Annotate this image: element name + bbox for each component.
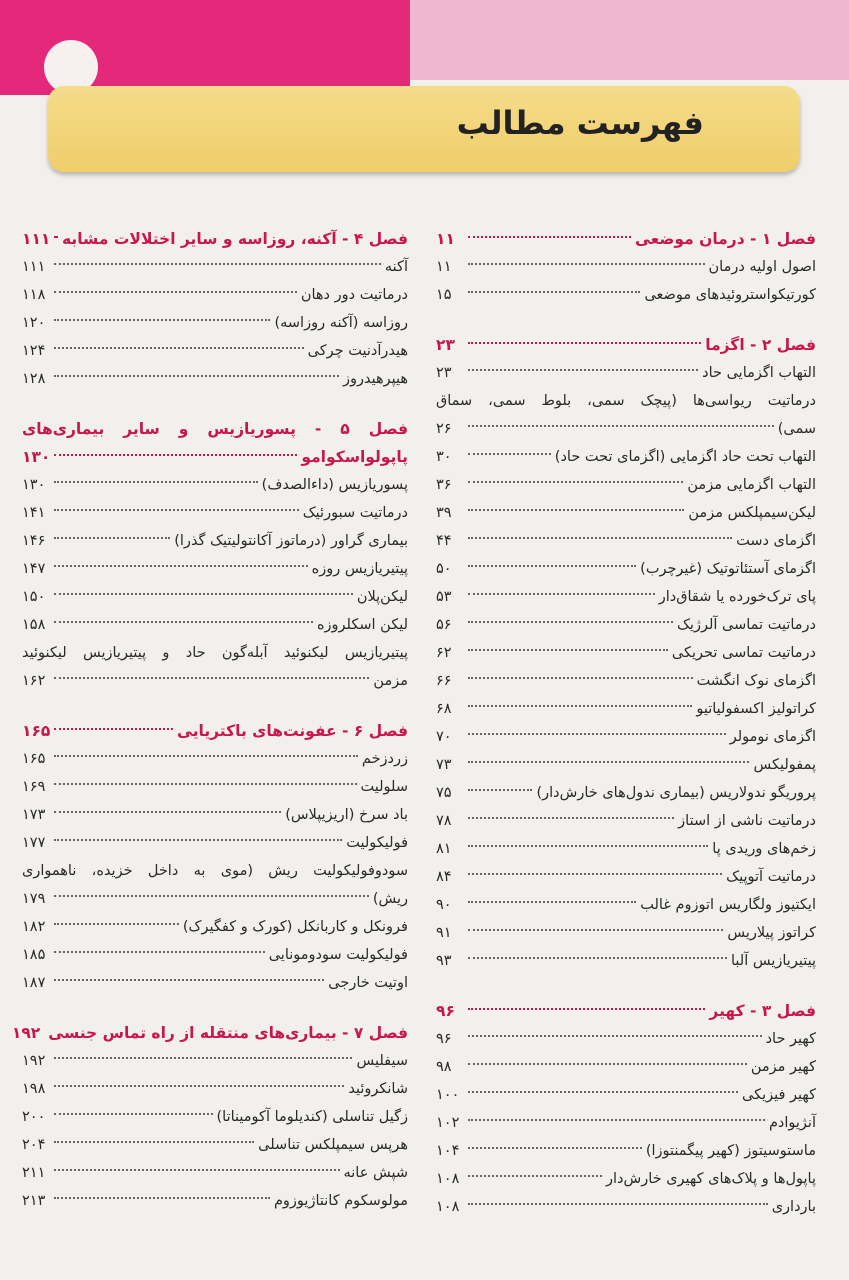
chapter-1 xyxy=(436,225,816,309)
chapter-2 xyxy=(436,331,816,975)
toc-entry[interactable]: ایکتیوز ولگاریس اتوزوم غالب ۹۰ xyxy=(436,897,816,913)
toc-entry[interactable]: درماتیت سبورئیک ۱۴۱ xyxy=(22,505,408,521)
toc-entry[interactable]: کهیر فیزیکی ۱۰۰ xyxy=(436,1087,816,1103)
toc-entry[interactable]: ماستوسیتوز (کهیر پیگمنتوزا) ۱۰۴ xyxy=(436,1143,816,1159)
toc-entry[interactable]: سمی) ۲۶ xyxy=(436,421,816,437)
toc-entry[interactable]: آنژیوادم ۱۰۲ xyxy=(436,1115,816,1131)
chapter-heading[interactable]: فصل ۶ - عفونت‌های باکتریایی ۱۶۵ xyxy=(22,722,408,740)
toc-entry[interactable]: فولیکولیت سودومونایی ۱۸۵ xyxy=(22,947,408,963)
page-title: فهرست مطالب xyxy=(456,104,704,142)
chapter-heading[interactable]: فصل ۲ - اگزما ۲۳ xyxy=(436,336,816,354)
toc-entry[interactable]: اصول اولیه درمان ۱۱ xyxy=(436,259,816,275)
toc-entry[interactable]: التهاب اگزمایی مزمن ۳۶ xyxy=(436,477,816,493)
toc-entry[interactable]: اگزمای نوک انگشت ۶۶ xyxy=(436,673,816,689)
chapter-4 xyxy=(22,225,408,393)
toc-entry[interactable]: هیدرآدنیت چرکی ۱۲۴ xyxy=(22,343,408,359)
toc-entry[interactable]: باد سرخ (اریزیپلاس) ۱۷۳ xyxy=(22,807,408,823)
toc-entry[interactable]: اگزمای نومولر ۷۰ xyxy=(436,729,816,745)
toc-entry[interactable]: هیپرهیدروز ۱۲۸ xyxy=(22,371,408,387)
toc-entry[interactable]: لیکن‌سیمپلکس مزمن ۳۹ xyxy=(436,505,816,521)
toc-entry-wrapped-line[interactable]: درماتیت ریواسی‌ها (پیچک سمی، بلوط سمی، سماق xyxy=(436,393,816,409)
chapter-3 xyxy=(436,997,816,1221)
toc-column-right xyxy=(436,225,816,1243)
toc-entry[interactable]: آکنه ۱۱۱ xyxy=(22,259,408,275)
toc-entry[interactable]: مزمن ۱۶۲ xyxy=(22,673,408,689)
chapter-heading[interactable]: فصل ۷ - بیماری‌های منتقله از راه تماس جنسی ۱۹۲ xyxy=(11,1024,408,1042)
toc-entry[interactable]: روزاسه (آکنه روزاسه) ۱۲۰ xyxy=(22,315,408,331)
chapter-heading[interactable]: پاپولواسکوامو ۱۳۰ xyxy=(22,448,408,466)
toc-entry[interactable]: بیماری گراور (درماتوز آکانتولیتیک گذرا) ۱۴۶ xyxy=(22,533,408,549)
title-banner xyxy=(48,86,800,172)
toc-entry[interactable]: پسوریازیس (داءالصدف) ۱۳۰ xyxy=(22,477,408,493)
toc-entry[interactable]: زخم‌های وریدی پا ۸۱ xyxy=(436,841,816,857)
chapter-heading[interactable]: فصل ۳ - کهیر ۹۶ xyxy=(436,1002,816,1020)
toc-entry[interactable]: کهیر مزمن ۹۸ xyxy=(436,1059,816,1075)
toc-entry-wrapped-line[interactable]: پیتیریازیس لیکنوئید آبله‌گون حاد و پیتیریازیس لیکنوئید xyxy=(22,645,408,661)
chapter-7 xyxy=(11,1019,408,1215)
toc-entry[interactable]: لیکن اسکلروزه ۱۵۸ xyxy=(22,617,408,633)
toc-entry-wrapped-line[interactable]: سودوفولیکولیت ریش (موی به داخل خزیده، ناهمواری xyxy=(22,863,408,879)
toc-entry[interactable]: پمفولیکس ۷۳ xyxy=(436,757,816,773)
toc-entry[interactable]: پروریگو ندولاریس (بیماری ندول‌های خارش‌دار) ۷۵ xyxy=(436,785,816,801)
toc-entry[interactable]: لیکن‌پلان ۱۵۰ xyxy=(22,589,408,605)
toc-entry[interactable]: ریش) ۱۷۹ xyxy=(22,891,408,907)
toc-entry[interactable]: مولوسکوم کانتاژیوزوم ۲۱۳ xyxy=(22,1193,408,1209)
toc-entry[interactable]: فولیکولیت ۱۷۷ xyxy=(22,835,408,851)
toc-entry[interactable]: کراتولیز اکسفولیاتیو ۶۸ xyxy=(436,701,816,717)
chapter-5 xyxy=(22,415,408,695)
chapter-6 xyxy=(22,717,408,997)
chapter-heading[interactable]: فصل ۱ - درمان موضعی ۱۱ xyxy=(436,230,816,248)
toc-entry[interactable]: درماتیت دور دهان ۱۱۸ xyxy=(22,287,408,303)
toc-entry[interactable]: درماتیت آتوپیک ۸۴ xyxy=(436,869,816,885)
toc-entry[interactable]: شپش عانه ۲۱۱ xyxy=(22,1165,408,1181)
chapter-heading-wrapped-line[interactable]: فصل ۵ - پسوریازیس و سایر بیماری‌های xyxy=(22,420,408,438)
toc-entry[interactable]: زگیل تناسلی (کندیلوما آکومیناتا) ۲۰۰ xyxy=(22,1109,408,1125)
toc-entry[interactable]: بارداری ۱۰۸ xyxy=(436,1199,816,1215)
toc-entry[interactable]: کراتوز پیلاریس ۹۱ xyxy=(436,925,816,941)
toc-entry[interactable]: اگزمای آستئاتوتیک (غیرچرب) ۵۰ xyxy=(436,561,816,577)
toc-entry[interactable]: درماتیت ناشی از استاز ۷۸ xyxy=(436,813,816,829)
toc-entry[interactable]: شانکروئید ۱۹۸ xyxy=(22,1081,408,1097)
toc-entry[interactable]: کهیر حاد ۹۶ xyxy=(436,1031,816,1047)
toc-entry[interactable]: سلولیت ۱۶۹ xyxy=(22,779,408,795)
toc-entry[interactable]: اگزمای دست ۴۴ xyxy=(436,533,816,549)
toc-entry[interactable]: درماتیت تماسی تحریکی ۶۲ xyxy=(436,645,816,661)
chapter-heading[interactable]: فصل ۴ - آکنه، روزاسه و سایر اختلالات مشابه ۱۱۱ xyxy=(22,230,408,248)
toc-entry[interactable]: سیفلیس ۱۹۲ xyxy=(22,1053,408,1069)
toc-column-left xyxy=(11,225,408,1237)
toc-entry[interactable]: اوتیت خارجی ۱۸۷ xyxy=(22,975,408,991)
light-pink-header-band xyxy=(410,0,849,80)
toc-entry[interactable]: پاپول‌ها و پلاک‌های کهیری خارش‌دار ۱۰۸ xyxy=(436,1171,816,1187)
toc-entry[interactable]: التهاب اگزمایی حاد ۲۳ xyxy=(436,365,816,381)
toc-entry[interactable]: پیتیریازیس روزه ۱۴۷ xyxy=(22,561,408,577)
toc-entry[interactable]: کورتیکواستروئیدهای موضعی ۱۵ xyxy=(436,287,816,303)
leader-dots xyxy=(468,236,631,238)
toc-entry[interactable]: التهاب تحت حاد اگزمایی (اگزمای تحت حاد) ۳۰ xyxy=(436,449,816,465)
toc-entry[interactable]: زردزخم ۱۶۵ xyxy=(22,751,408,767)
toc-entry[interactable]: هرپس سیمپلکس تناسلی ۲۰۴ xyxy=(22,1137,408,1153)
toc-entry[interactable]: درماتیت تماسی آلرژیک ۵۶ xyxy=(436,617,816,633)
toc-entry[interactable]: پیتیریازیس آلبا ۹۳ xyxy=(436,953,816,969)
toc-entry[interactable]: فرونکل و کاربانکل (کورک و کفگیرک) ۱۸۲ xyxy=(22,919,408,935)
toc-entry[interactable]: پای ترک‌خورده یا شقاق‌دار ۵۳ xyxy=(436,589,816,605)
